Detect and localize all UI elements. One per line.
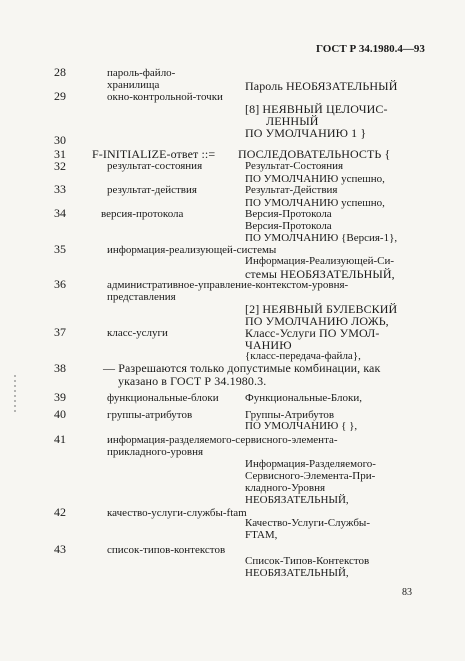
field-name: результат-состояния — [107, 160, 203, 172]
type-spec: Функциональные-Блоки, — [245, 392, 363, 404]
document-header: ГОСТ Р 34.1980.4—93 — [316, 43, 425, 55]
type-spec: ПО УМОЛЧАНИЮ успешно, — [245, 173, 385, 185]
type-spec: Сервисного-Элемента-При- — [245, 470, 376, 482]
type-spec: Группы-Атрибутов — [245, 409, 335, 421]
line-number: 30 — [54, 133, 66, 147]
line-number: 38 — [54, 361, 66, 375]
type-spec: [8] НЕЯВНЫЙ ЦЕЛОЧИС- — [245, 102, 388, 116]
field-name: информация-реализующей-системы — [107, 244, 277, 256]
type-spec: Результат-Состояния — [245, 160, 344, 172]
type-spec: Качество-Услуги-Службы- — [245, 517, 370, 529]
line-number: 28 — [54, 65, 66, 79]
field-name: группы-атрибутов — [107, 409, 193, 421]
field-name: класс-услуги — [107, 327, 168, 339]
type-spec: ПО УМОЛЧАНИЮ 1 } — [245, 126, 367, 140]
line-number: 29 — [54, 89, 66, 103]
type-definition-name: F-INITIALIZE-ответ ::= — [92, 147, 216, 161]
field-name: пароль-файло- — [107, 67, 176, 79]
type-spec: НЕОБЯЗАТЕЛЬНЫЙ, — [245, 494, 349, 506]
type-spec: ЛЕННЫЙ — [266, 114, 319, 128]
type-spec: Результат-Действия — [245, 184, 338, 196]
line-number: 37 — [54, 325, 66, 339]
type-spec: {класс-передача-файла}, — [245, 350, 361, 362]
field-name: административное-управление-контекстом-уровня- — [107, 279, 349, 291]
line-number: 42 — [54, 505, 66, 519]
type-spec: ПО УМОЛЧАНИЮ { }, — [245, 420, 358, 432]
line-number: 40 — [54, 407, 66, 421]
line-number: 31 — [54, 147, 66, 161]
type-spec: ПО УМОЛЧАНИЮ {Версия-1}, — [245, 232, 398, 244]
field-name: хранилища — [107, 79, 160, 91]
type-spec: [2] НЕЯВНЫЙ БУЛЕВСКИЙ — [245, 302, 398, 316]
line-number: 35 — [54, 242, 66, 256]
type-spec: Версия-Протокола — [245, 220, 332, 232]
note-text: — Разрешаются только допустимые комбинации, как — [103, 361, 381, 375]
page-number: 83 — [402, 587, 412, 598]
type-spec: стемы НЕОБЯЗАТЕЛЬНЫЙ, — [245, 267, 395, 281]
field-name: прикладного-уровня — [107, 446, 204, 458]
line-number: 33 — [54, 182, 66, 196]
margin-mark — [14, 375, 16, 415]
line-number: 43 — [54, 542, 66, 556]
type-spec: Информация-Реализующей-Си- — [245, 255, 395, 267]
line-number: 39 — [54, 390, 66, 404]
field-name: качество-услуги-службы-ftam — [107, 507, 247, 519]
field-name: список-типов-контекстов — [107, 544, 226, 556]
type-spec: ЧАНИЮ — [245, 338, 292, 352]
line-number: 32 — [54, 159, 66, 173]
field-name: результат-действия — [107, 184, 197, 196]
field-name: окно-контрольной-точки — [107, 91, 223, 103]
field-name: представления — [107, 291, 176, 303]
type-spec: Информация-Разделяемого- — [245, 458, 376, 470]
type-spec: ПО УМОЛЧАНИЮ успешно, — [245, 197, 385, 209]
type-spec: Класс-Услуги ПО УМОЛ- — [245, 326, 380, 340]
type-spec: Версия-Протокола — [245, 208, 332, 220]
type-spec: Список-Типов-Контекстов — [245, 555, 370, 567]
type-spec: Пароль НЕОБЯЗАТЕЛЬНЫЙ — [245, 79, 398, 93]
line-number: 34 — [54, 206, 66, 220]
line-number: 41 — [54, 432, 66, 446]
type-spec: кладного-Уровня — [245, 482, 326, 494]
type-spec: ПО УМОЛЧАНИЮ ЛОЖЬ, — [245, 314, 389, 328]
field-name: функциональные-блоки — [107, 392, 219, 404]
field-name: информация-разделяемого-сервисного-элемента- — [107, 434, 338, 446]
line-number: 36 — [54, 277, 66, 291]
type-spec: FTAM, — [245, 529, 278, 541]
field-name: версия-протокола — [101, 208, 184, 220]
type-spec: НЕОБЯЗАТЕЛЬНЫЙ, — [245, 567, 349, 579]
note-text: указано в ГОСТ Р 34.1980.3. — [118, 374, 267, 388]
type-spec: ПОСЛЕДОВАТЕЛЬНОСТЬ { — [238, 147, 391, 161]
